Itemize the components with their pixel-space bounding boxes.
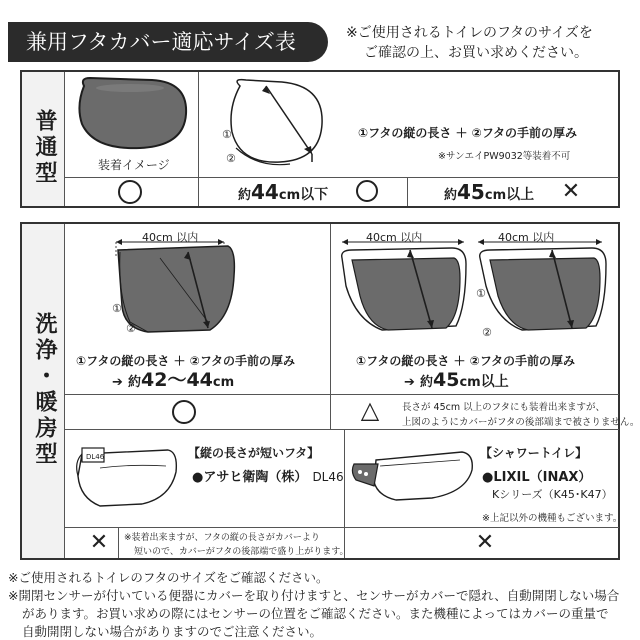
marker-1: ① bbox=[476, 287, 486, 300]
short-lid-toilet-image bbox=[70, 438, 180, 510]
size-suffix: 以上 bbox=[480, 374, 509, 390]
size-number: 44 bbox=[251, 180, 279, 204]
senjo-size-right bbox=[404, 368, 509, 395]
dimension-label: 40cm 以内 bbox=[142, 231, 199, 244]
marker-2: ② bbox=[126, 322, 136, 335]
shower-toilet-image bbox=[350, 446, 476, 506]
header-note-line1: ※ご使用されるトイレのフタのサイズを bbox=[346, 25, 593, 41]
header-note-line2: ご確認の上、お買い求めください。 bbox=[364, 45, 588, 61]
footer-line1: ※ご使用されるトイレのフタのサイズをご確認ください。 bbox=[8, 570, 329, 585]
size-prefix: 約 bbox=[444, 188, 458, 203]
shower-note: ※上記以外の機種もございます。 bbox=[482, 513, 623, 524]
divider bbox=[330, 394, 331, 429]
circle-ok-icon bbox=[172, 400, 196, 424]
shower-brand: ●LIXIL（INAX） bbox=[482, 470, 592, 485]
shower-series: Kシリーズ（K45･K47） bbox=[492, 488, 613, 501]
heated-lid-diagram-right-b bbox=[474, 236, 614, 336]
divider bbox=[64, 224, 65, 558]
futsu-label: 普通型 bbox=[32, 109, 57, 187]
senjo-note-line1: 長さが 45cm 以上のフタにも装着出来ますが、 bbox=[402, 402, 605, 413]
divider bbox=[344, 429, 345, 558]
cross-ng-icon: ✕ bbox=[89, 530, 109, 555]
size-unit: cm bbox=[212, 375, 235, 390]
footer-notes bbox=[0, 566, 640, 640]
page-title: 兼用フタカバー適応サイズ表 bbox=[26, 30, 296, 54]
divider bbox=[64, 72, 65, 206]
senjo-size-left bbox=[112, 368, 234, 395]
divider bbox=[198, 177, 199, 206]
size-number: 45 bbox=[457, 180, 485, 204]
short-lid-brand: ●アサヒ衛陶（株） bbox=[192, 470, 308, 485]
size-unit: cm bbox=[484, 188, 507, 203]
marker-2: ② bbox=[226, 152, 236, 165]
wearing-image-label: 装着イメージ bbox=[98, 158, 170, 172]
size-prefix: 約 bbox=[420, 375, 434, 390]
toilet-lid-cover-image bbox=[70, 74, 190, 152]
size-prefix: 約 bbox=[238, 188, 252, 203]
futsu-note: ※サンエイPW9032等装着不可 bbox=[438, 151, 571, 162]
marker-2: ② bbox=[482, 326, 492, 339]
shower-title: 【シャワートイレ】 bbox=[480, 446, 588, 460]
footer-line4: 自動開閉しない場合がありますのでご注意ください。 bbox=[22, 624, 323, 639]
size-number: 42〜44 bbox=[141, 369, 213, 391]
futsu-size-a bbox=[238, 179, 328, 209]
marker-1: ① bbox=[222, 128, 232, 141]
svg-text:DL46: DL46 bbox=[86, 453, 105, 461]
triangle-partial-icon: △ bbox=[360, 396, 380, 424]
arrow-icon: ➔ bbox=[404, 375, 415, 390]
futsu-formula: ①フタの縦の長さ ＋ ②フタの手前の厚み bbox=[358, 126, 577, 140]
futsu-size-b bbox=[444, 179, 534, 209]
divider bbox=[344, 527, 619, 528]
lid-outline-diagram bbox=[218, 78, 338, 170]
size-prefix: 約 bbox=[128, 375, 142, 390]
divider bbox=[118, 527, 119, 558]
arrow-icon: ➔ bbox=[112, 375, 123, 390]
short-lid-note-line2: 短いので、カバーがフタの後部端で盛り上がります。 bbox=[134, 547, 349, 557]
divider bbox=[198, 72, 199, 178]
senjo-formula-left: ①フタの縦の長さ ＋ ②フタの手前の厚み bbox=[76, 354, 295, 368]
marker-1: ① bbox=[112, 302, 122, 315]
senjo-note-line2: 上図のようにカバーがフタの後部端まで被さりません。 bbox=[402, 417, 640, 428]
size-suffix: 以上 bbox=[506, 187, 535, 203]
footer-line2: ※開閉センサーが付いている便器にカバーを取り付けますと、センサーがカバーで隠れ、自動開閉しない場合 bbox=[8, 588, 620, 603]
footer-line3: があります。お買い求めの際にはセンサーの位置をご確認ください。また機種によってはカバーの重量で bbox=[22, 606, 609, 621]
circle-ok-icon bbox=[118, 180, 142, 204]
short-lid-model: DL46 bbox=[312, 470, 344, 484]
divider bbox=[407, 177, 408, 206]
cross-ng-icon: ✕ bbox=[561, 179, 581, 204]
divider bbox=[64, 527, 344, 528]
dimension-label: 40cm 以内 bbox=[366, 231, 423, 244]
short-lid-title: 【縦の長さが短いフタ】 bbox=[188, 446, 320, 460]
senjo-formula-right: ①フタの縦の長さ ＋ ②フタの手前の厚み bbox=[356, 354, 575, 368]
divider bbox=[64, 177, 619, 178]
size-unit: cm bbox=[278, 188, 301, 203]
short-lid-brand-line bbox=[192, 466, 344, 485]
cross-ng-icon: ✕ bbox=[475, 530, 495, 555]
heated-lid-diagram-right-a bbox=[338, 236, 473, 336]
size-number: 45 bbox=[433, 369, 460, 391]
circle-ok-icon bbox=[356, 180, 378, 202]
senjo-label: 洗浄・暖房型 bbox=[32, 312, 57, 468]
size-suffix: 以下 bbox=[300, 187, 329, 203]
short-lid-note-line1: ※装着出来ますが、フタの縦の長さがカバーより bbox=[124, 533, 320, 543]
dimension-label: 40cm 以内 bbox=[498, 231, 555, 244]
size-unit: cm bbox=[459, 375, 481, 390]
divider bbox=[64, 429, 619, 430]
heated-lid-diagram-left bbox=[100, 236, 250, 336]
